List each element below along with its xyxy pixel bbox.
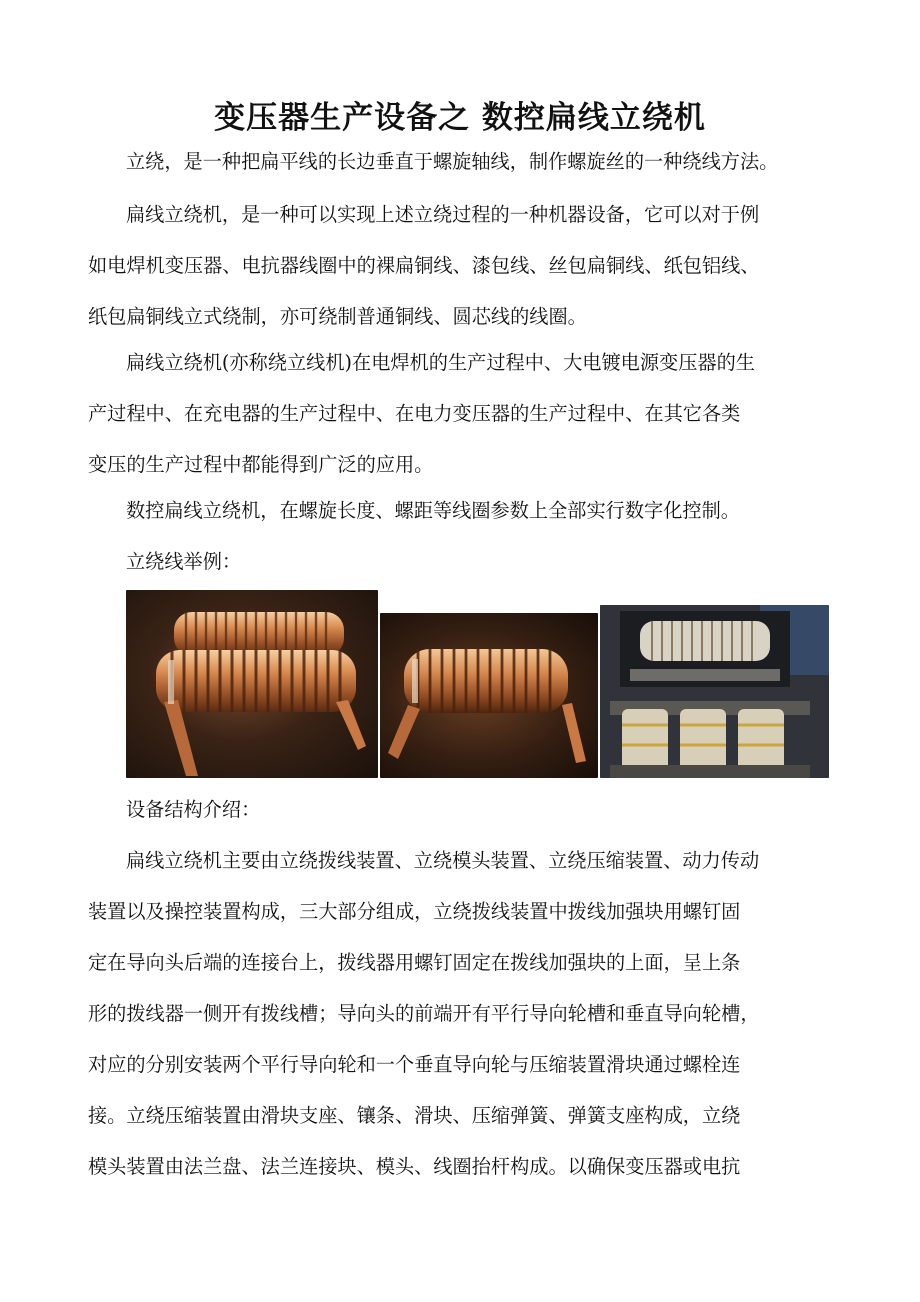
text-line: 扁线立绕机主要由立绕拨线装置、立绕模头装置、立绕压缩装置、动力传动 xyxy=(126,849,760,872)
text-line: 装置以及操控装置构成，三大部分组成，立绕拨线装置中拨线加强块用螺钉固 xyxy=(88,900,741,923)
text-line: 接。立绕压缩装置由滑块支座、镶条、滑块、压缩弹簧、弹簧支座构成，立绕 xyxy=(88,1104,741,1127)
transformer-photo xyxy=(600,605,829,778)
paragraph-3 xyxy=(88,337,858,490)
text-line: 形的拨线器一侧开有拨线槽；导向头的前端开有平行导向轮槽和垂直导向轮槽， xyxy=(88,1002,760,1025)
text-line: 如电焊机变压器、电抗器线圈中的裸扁铜线、漆包线、丝包扁铜线、纸包铝线、 xyxy=(88,254,760,277)
paragraph-structure-heading xyxy=(88,784,858,835)
text-line: 扁线立绕机(亦称绕立线机)在电焊机的生产过程中、大电镀电源变压器的生 xyxy=(126,351,755,374)
text-line: 对应的分别安装两个平行导向轮和一个垂直导向轮与压缩装置滑块通过螺栓连 xyxy=(88,1053,741,1076)
paragraph-4 xyxy=(88,485,858,536)
text-line: 立绕，是一种把扁平线的长边垂直于螺旋轴线，制作螺旋丝的一种绕线方法。 xyxy=(126,150,779,173)
paragraph-examples-heading xyxy=(88,536,858,587)
text-line: 纸包扁铜线立式绕制，亦可绕制普通铜线、圆芯线的线圈。 xyxy=(88,305,587,328)
page-title: 变压器生产设备之 数控扁线立绕机 xyxy=(214,100,706,136)
paragraph-2 xyxy=(88,189,858,342)
text-line: 定在导向头后端的连接台上，拨线器用螺钉固定在拨线加强块的上面，呈上条 xyxy=(88,951,741,974)
text-line: 模头装置由法兰盘、法兰连接块、模头、线圈抬杆构成。以确保变压器或电抗 xyxy=(88,1155,741,1178)
text-line: 设备结构介绍： xyxy=(126,798,261,821)
coil-photo-1 xyxy=(126,590,378,778)
coil-photo-2 xyxy=(380,613,598,778)
paragraph-1 xyxy=(88,136,858,187)
text-line: 扁线立绕机，是一种可以实现上述立绕过程的一种机器设备，它可以对于例 xyxy=(126,203,760,226)
paragraph-structure-body xyxy=(88,835,858,1192)
text-line: 产过程中、在充电器的生产过程中、在电力变压器的生产过程中、在其它各类 xyxy=(88,402,741,425)
text-line: 变压的生产过程中都能得到广泛的应用。 xyxy=(88,453,434,476)
text-line: 数控扁线立绕机，在螺旋长度、螺距等线圈参数上全部实行数字化控制。 xyxy=(126,499,740,522)
text-line: 立绕线举例： xyxy=(126,550,242,573)
